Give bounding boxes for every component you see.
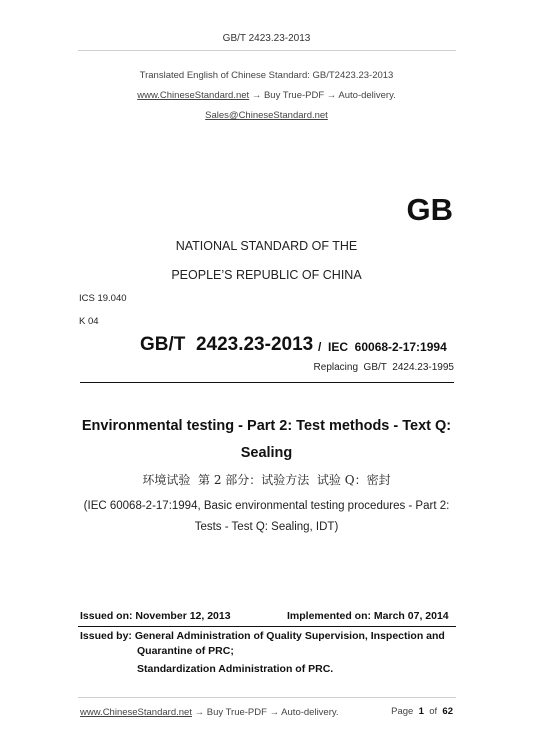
header-standard-code: GB/T 2423.23-2013	[222, 33, 311, 44]
page-of: of	[429, 706, 438, 717]
implemented-date: Implemented on: March 07, 2014	[287, 610, 449, 622]
email-line	[0, 110, 533, 121]
footer-divider	[78, 697, 456, 698]
issued-by-line3: Standardization Administration of PRC.	[137, 663, 334, 675]
email-link[interactable]: Sales@ChineseStandard.net	[205, 110, 328, 121]
ics-code: ICS 19.040	[79, 293, 127, 304]
page-indicator	[391, 706, 453, 717]
header-divider	[78, 50, 456, 51]
issue-divider	[78, 626, 456, 627]
document-title-line2: Sealing	[240, 445, 293, 461]
promo-text: → Buy True-PDF → Auto-delivery.	[249, 90, 396, 101]
replacing-standard: Replacing GB/T 2424.23-1995	[313, 362, 454, 373]
iec-description-line1: (IEC 60068-2-17:1994, Basic environmental testing procedures - Part 2:	[83, 500, 450, 512]
title-divider	[80, 382, 454, 383]
issued-by-line1: Issued by: General Administration of Quality Supervision, Inspection and	[80, 630, 445, 642]
chinese-title: 环境试验 第 2 部分：试验方法 试验 Q：密封	[142, 473, 391, 487]
standard-number: GB/T 2423.23-2013	[140, 334, 314, 355]
page-total: 62	[442, 706, 453, 717]
issued-date: Issued on: November 12, 2013	[80, 610, 231, 622]
promo-line	[0, 90, 533, 101]
page-current: 1	[418, 706, 424, 717]
national-standard-line2: PEOPLE’S REPUBLIC OF CHINA	[171, 268, 362, 282]
website-link[interactable]: www.ChineseStandard.net	[137, 90, 250, 101]
footer-promo-text: → Buy True-PDF → Auto-delivery.	[191, 707, 339, 718]
iec-equivalent: / IEC 60068-2-17:1994	[318, 340, 447, 354]
footer-website-link[interactable]: www.ChineseStandard.net	[80, 707, 192, 718]
k-code: K 04	[79, 316, 99, 327]
translation-note: Translated English of Chinese Standard: GB/T2423.23-2013	[139, 70, 394, 81]
gb-logo: GB	[406, 192, 453, 227]
iec-description-line2: Tests - Test Q: Sealing, IDT)	[194, 521, 339, 533]
document-title-line1: Environmental testing - Part 2: Test methods - Text Q:	[81, 418, 452, 434]
national-standard-line1: NATIONAL STANDARD OF THE	[175, 239, 358, 253]
page-label: Page	[391, 706, 414, 717]
footer-promo	[80, 707, 339, 718]
issued-by-line2: Quarantine of PRC;	[137, 645, 234, 657]
